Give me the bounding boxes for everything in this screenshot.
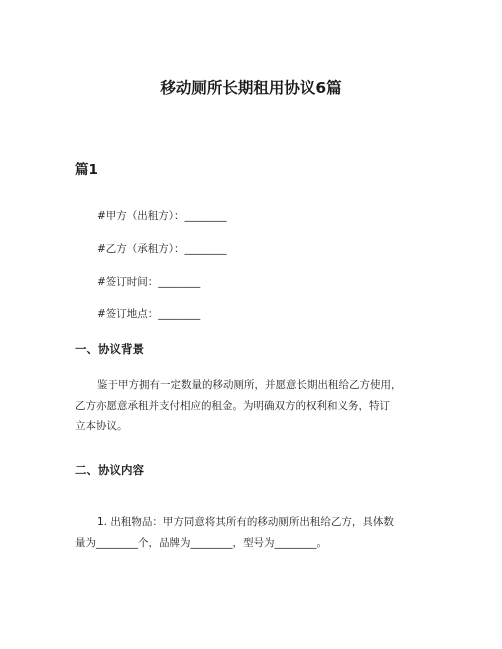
field-lessee: #乙方（承租方）：________	[97, 243, 227, 255]
part-heading: 篇1	[75, 162, 98, 178]
field-lessor: #甲方（出租方）：________	[97, 210, 227, 222]
paragraph-line: 鉴于甲方拥有一定数量的移动厕所，并愿意长期出租给乙方使用，	[97, 379, 402, 391]
paragraph-line: 乙方亦愿意承租并支付相应的租金。为明确双方的权利和义务，特订	[75, 399, 390, 412]
field-signing-date: #签订时间：________	[97, 276, 201, 288]
field-signing-place: #签订地点：________	[97, 308, 201, 320]
paragraph-background	[75, 375, 440, 437]
section-heading-background: 一、协议背景	[75, 342, 144, 356]
section-heading-content: 二、协议内容	[75, 463, 144, 477]
document-title: 移动厕所长期租用协议6篇	[160, 79, 342, 97]
paragraph-line: 1. 出租物品：甲方同意将其所有的移动厕所出租给乙方，具体数	[97, 516, 394, 528]
paragraph-line: 立本协议。	[75, 420, 128, 432]
paragraph-line: 量为________个，品牌为________，型号为________。	[75, 536, 327, 549]
paragraph-content	[75, 512, 440, 553]
